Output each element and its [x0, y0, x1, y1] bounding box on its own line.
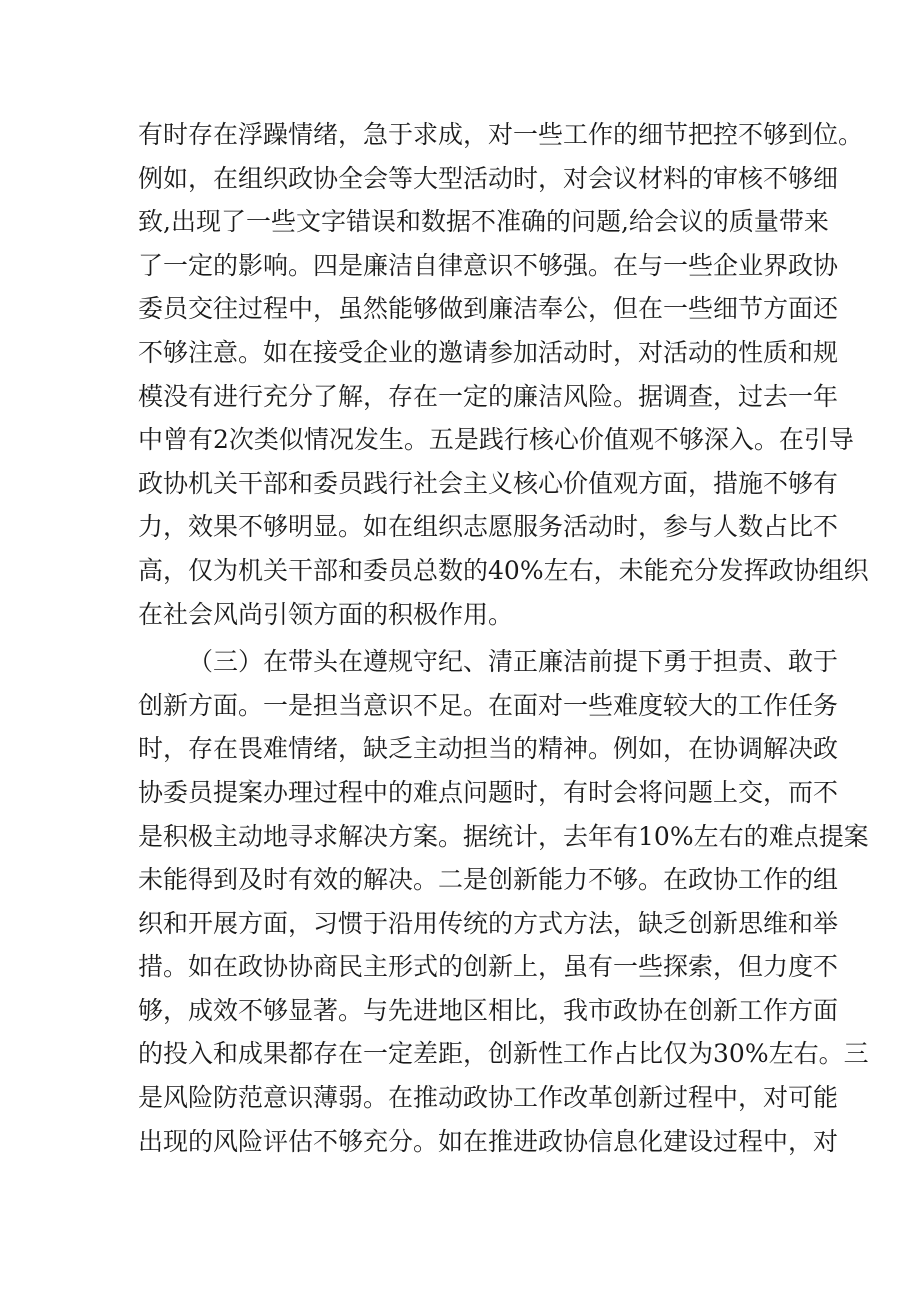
paragraph-section-three: [138, 640, 869, 1163]
text-line: 政协机关干部和委员践行社会主义核心价值观方面，措施不够有: [138, 468, 839, 498]
text-line: 中曾有2次类似情况发生。五是践行核心价值观不够深入。在引导: [138, 425, 854, 455]
text-line: 在社会风尚引领方面的积极作用。: [138, 599, 514, 629]
text-line: 模没有进行充分了解，存在一定的廉洁风险。据调查，过去一年: [138, 381, 839, 411]
text-line: 织和开展方面，习惯于沿用传统的方式方法，缺乏创新思维和举: [138, 908, 839, 938]
document-body: [138, 113, 869, 1163]
text-line: 是积极主动地寻求解决方案。据统计，去年有10%左右的难点提案: [138, 821, 869, 851]
section-heading-line: （三）在带头在遵规守纪、清正廉洁前提下勇于担责、敢于: [188, 647, 839, 677]
text-line: 了一定的影响。四是廉洁自律意识不够强。在与一些企业界政协: [138, 250, 839, 280]
text-line: 时，存在畏难情绪，缺乏主动担当的精神。例如，在协调解决政: [138, 734, 839, 764]
paragraph-integrity-values: [138, 113, 869, 636]
text-line: 高，仅为机关干部和委员总数的40%左右，未能充分发挥政协组织: [138, 555, 869, 585]
text-line: 措。如在政协协商民主形式的创新上，虽有一些探索，但力度不: [138, 952, 839, 982]
text-line: 委员交往过程中，虽然能够做到廉洁奉公，但在一些细节方面还: [138, 294, 839, 324]
text-line: 够，成效不够显著。与先进地区相比，我市政协在创新工作方面: [138, 995, 839, 1025]
text-line: 致,出现了一些文字错误和数据不准确的问题,给会议的质量带来: [138, 207, 829, 237]
text-line: 例如，在组织政协全会等大型活动时，对会议材料的审核不够细: [138, 163, 839, 193]
text-line: 协委员提案办理过程中的难点问题时，有时会将问题上交，而不: [138, 777, 839, 807]
text-line: 有时存在浮躁情绪，急于求成，对一些工作的细节把控不够到位。: [138, 120, 864, 149]
text-line: 出现的风险评估不够充分。如在推进政协信息化建设过程中，对: [138, 1126, 839, 1156]
text-line: 的投入和成果都存在一定差距，创新性工作占比仅为30%左右。三: [138, 1039, 869, 1069]
text-line: 是风险防范意识薄弱。在推动政协工作改革创新过程中，对可能: [138, 1083, 839, 1113]
text-line: 创新方面。一是担当意识不足。在面对一些难度较大的工作任务: [138, 690, 839, 720]
text-line: 力，效果不够明显。如在组织志愿服务活动时，参与人数占比不: [138, 512, 839, 542]
text-line: 不够注意。如在接受企业的邀请参加活动时，对活动的性质和规: [138, 337, 839, 367]
text-line: 未能得到及时有效的解决。二是创新能力不够。在政协工作的组: [138, 865, 839, 895]
